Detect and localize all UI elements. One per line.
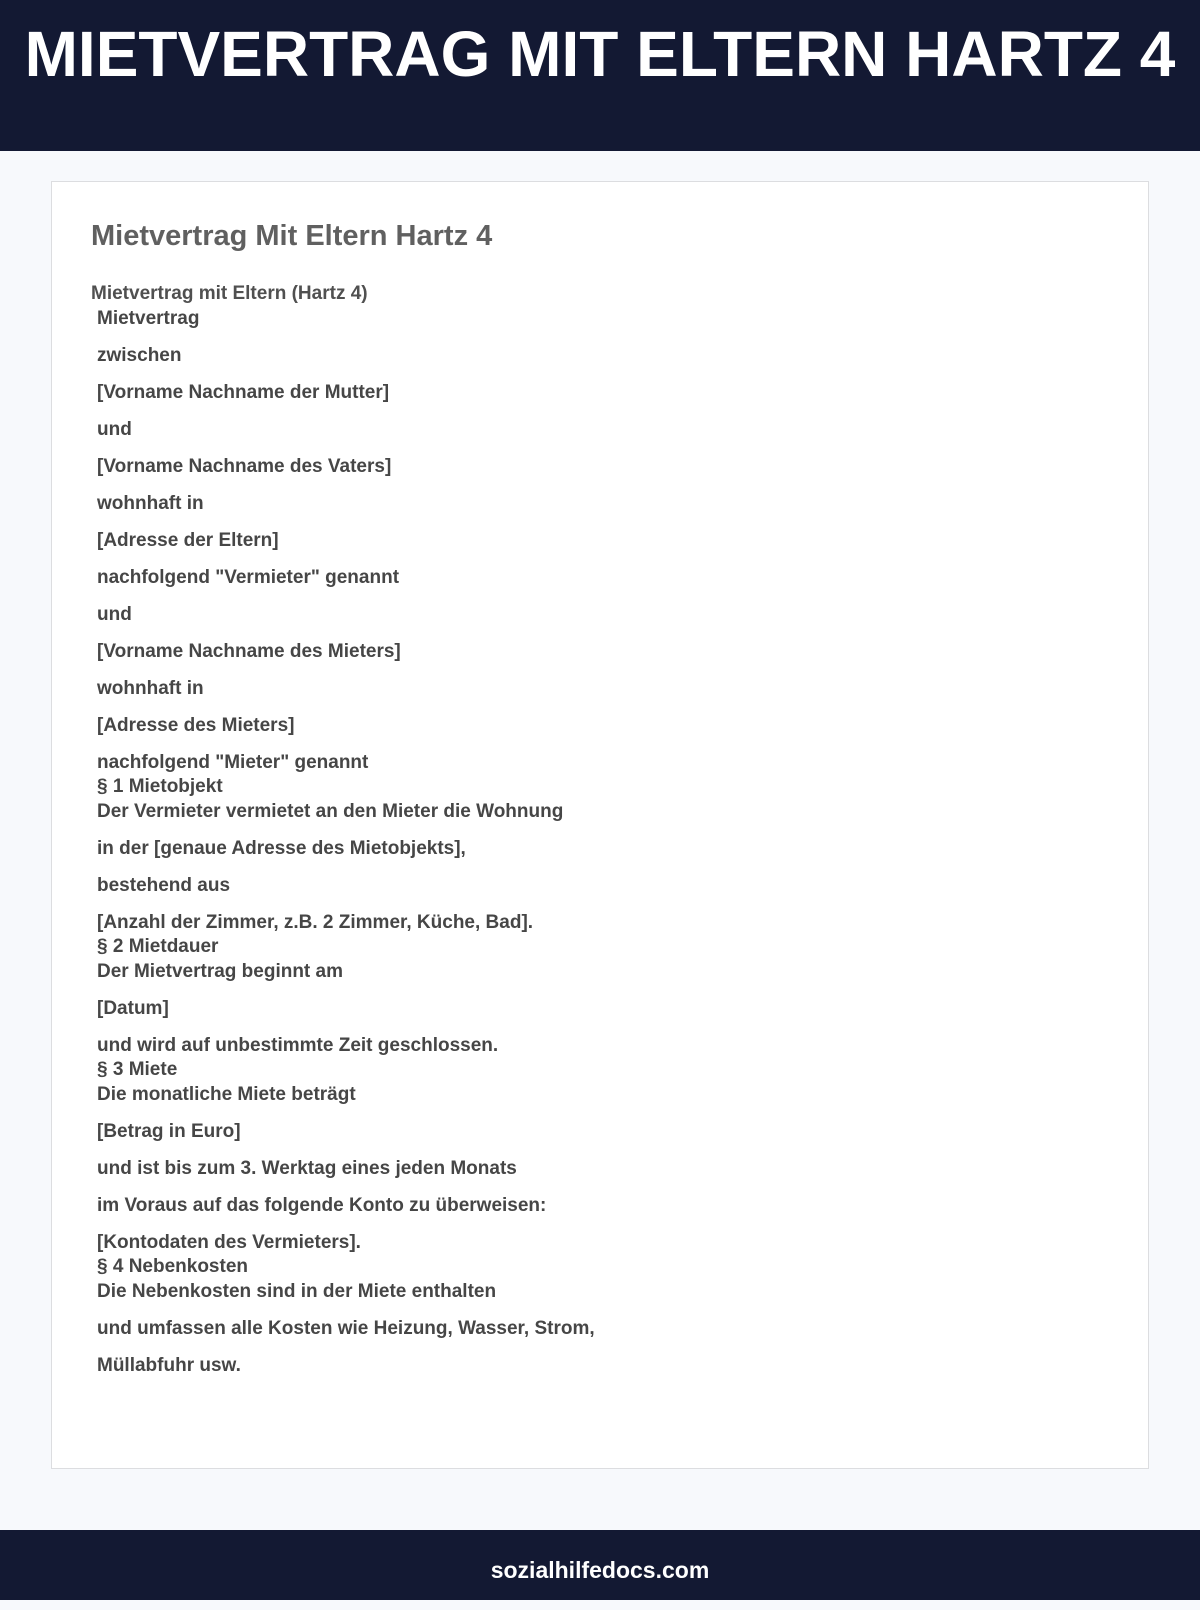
page-header [0,0,1200,151]
section-paragraph: im Voraus auf das folgende Konto zu überweisen: [97,1194,547,1216]
section-paragraph: bestehend aus [97,874,231,896]
document-section [91,1058,595,1255]
section-paragraph: [Vorname Nachname der Mutter] [97,381,390,403]
section-paragraph: und [97,603,132,625]
page-footer [0,1530,1200,1600]
section-paragraph: [Adresse des Mieters] [97,714,295,736]
section-paragraph: Die Nebenkosten sind in der Miete enthalten [97,1280,497,1302]
section-paragraph: Die monatliche Miete beträgt [97,1083,356,1105]
section-paragraph: [Anzahl der Zimmer, z.B. 2 Zimmer, Küche, Bad]. [97,911,534,933]
section-title: § 3 Miete [97,1059,178,1080]
section-paragraph: wohnhaft in [97,677,204,699]
section-paragraph: Mietvertrag [97,307,200,329]
section-paragraph: [Vorname Nachname des Mieters] [97,640,401,662]
section-paragraph: und wird auf unbestimmte Zeit geschlossen. [97,1034,499,1056]
section-paragraph: Müllabfuhr usw. [97,1354,241,1376]
section-paragraph: [Datum] [97,997,169,1019]
section-paragraph: Der Mietvertrag beginnt am [97,960,343,982]
section-paragraph: und umfassen alle Kosten wie Heizung, Wasser, Strom, [97,1317,595,1339]
section-paragraph: nachfolgend "Vermieter" genannt [97,566,400,588]
document-card [51,181,1149,1469]
document-section [91,1255,595,1378]
section-paragraph: [Kontodaten des Vermieters]. [97,1231,361,1253]
footer-site-link[interactable]: sozialhilfedocs.com [490,1557,710,1583]
page-title: MIETVERTRAG MIT ELTERN HARTZ 4 [24,18,1176,90]
section-paragraph: und ist bis zum 3. Werktag eines jeden Monats [97,1157,517,1179]
section-paragraph: in der [genaue Adresse des Mietobjekts], [97,837,466,859]
section-paragraph: zwischen [97,344,182,366]
section-paragraph: [Adresse der Eltern] [97,529,279,551]
document-section [91,307,595,776]
section-paragraph: nachfolgend "Mieter" genannt [97,751,369,773]
document-section [91,935,595,1058]
document-heading: Mietvertrag Mit Eltern Hartz 4 [91,220,493,252]
section-paragraph: [Vorname Nachname des Vaters] [97,455,392,477]
section-paragraph: Der Vermieter vermietet an den Mieter die Wohnung [97,800,564,822]
section-paragraph: und [97,418,132,440]
section-paragraph: [Betrag in Euro] [97,1120,241,1142]
document-content [91,282,595,1378]
document-intro: Mietvertrag mit Eltern (Hartz 4) [91,283,368,304]
section-paragraph: wohnhaft in [97,492,204,514]
document-section [91,775,595,935]
section-title: § 4 Nebenkosten [97,1256,248,1277]
section-title: § 2 Mietdauer [97,936,219,957]
section-title: § 1 Mietobjekt [97,776,223,797]
